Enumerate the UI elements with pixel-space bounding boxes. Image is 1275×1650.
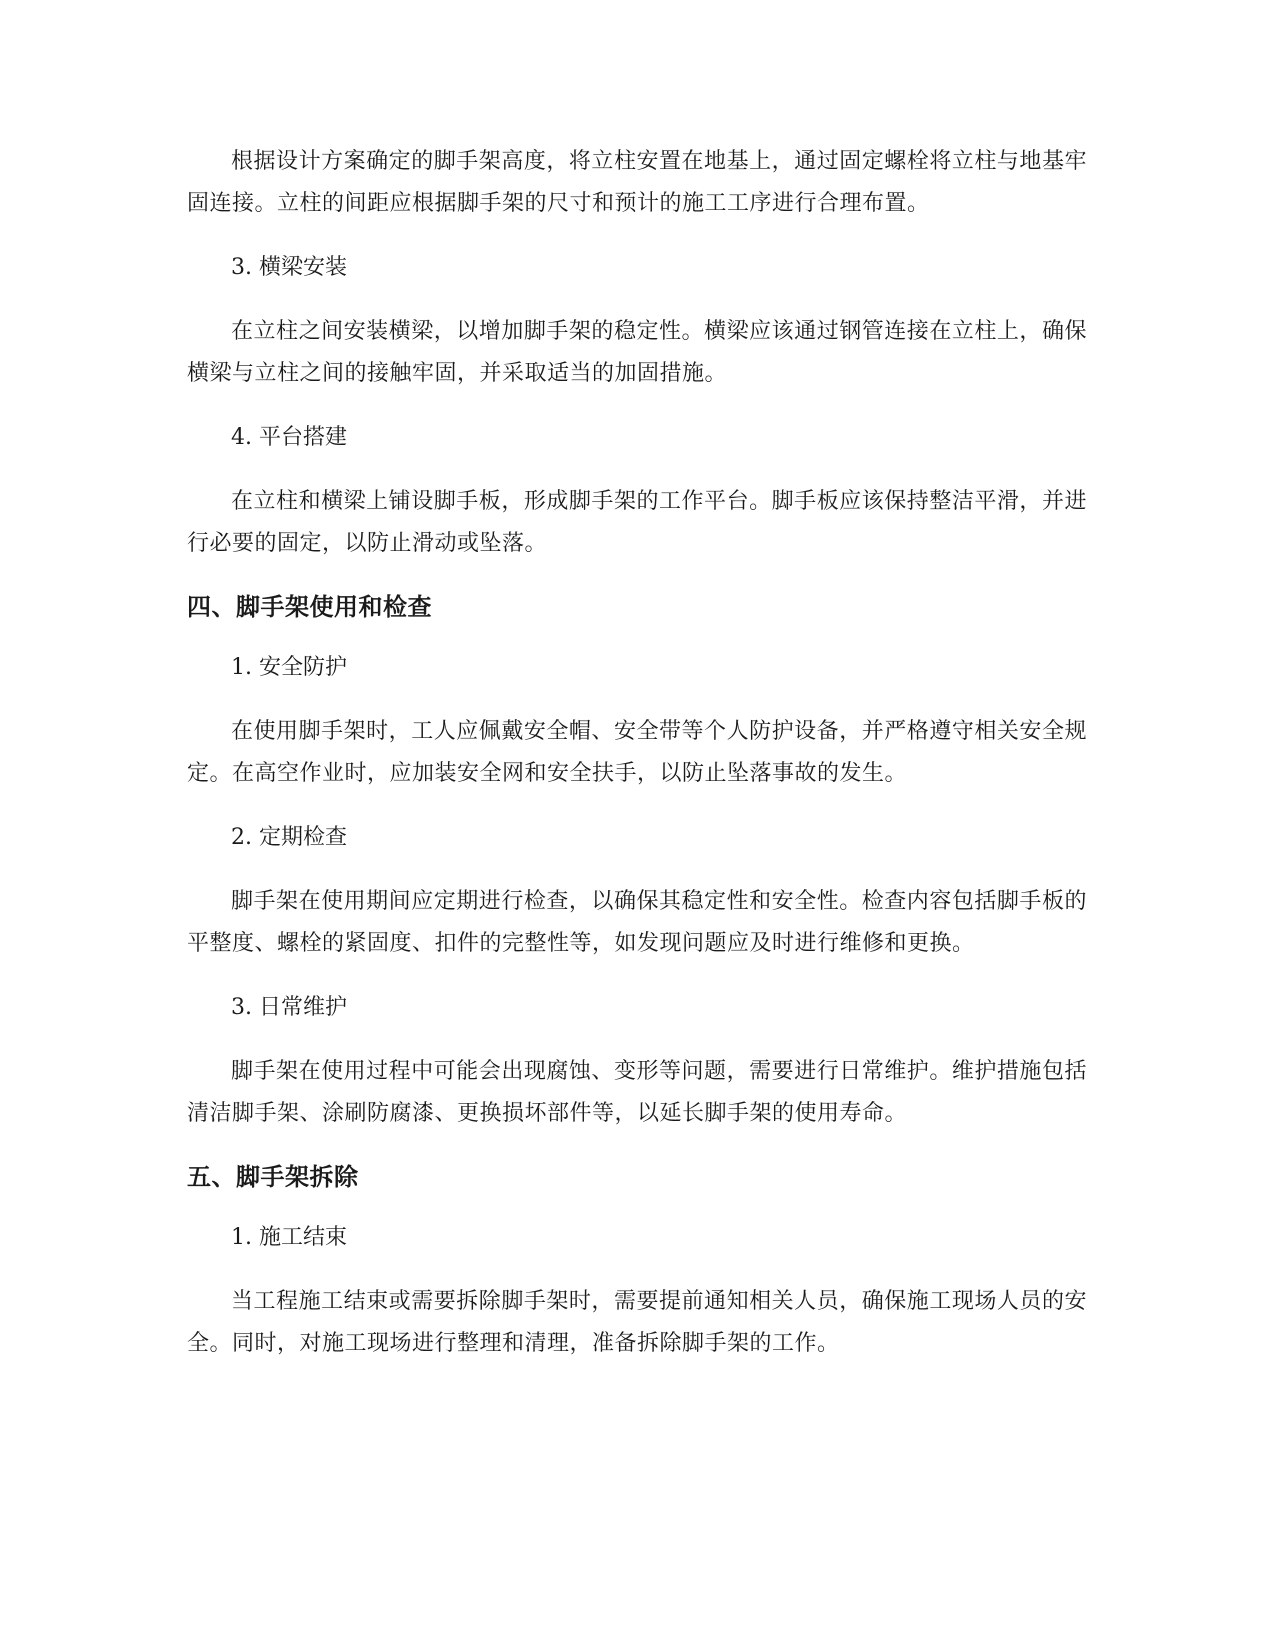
subheading-construction-end: 1. 施工结束 [231, 1225, 347, 1250]
paragraph-platform: 在立柱和横梁上铺设脚手板，形成脚手架的工作平台。脚手板应该保持整洁平滑，并进行必要的固定，以防止滑动或坠落。 [187, 489, 1087, 556]
paragraph-safety: 在使用脚手架时，工人应佩戴安全帽、安全带等个人防护设备，并严格遵守相关安全规定。在高空作业时，应加装安全网和安全扶手，以防止坠落事故的发生。 [187, 719, 1087, 786]
paragraph-column-install: 根据设计方案确定的脚手架高度，将立柱安置在地基上，通过固定螺栓将立柱与地基牢固连接。立柱的间距应根据脚手架的尺寸和预计的施工工序进行合理布置。 [187, 149, 1087, 216]
section-title-use-and-inspection: 四、脚手架使用和检查 [187, 593, 432, 621]
paragraph-beam-install: 在立柱之间安装横梁，以增加脚手架的稳定性。横梁应该通过钢管连接在立柱上，确保横梁与立柱之间的接触牢固，并采取适当的加固措施。 [187, 319, 1087, 386]
subheading-platform: 4. 平台搭建 [231, 425, 347, 450]
subheading-safety: 1. 安全防护 [231, 655, 347, 680]
document-body [187, 141, 1087, 1387]
subheading-beam-install: 3. 横梁安装 [231, 255, 347, 280]
section-title-dismantling: 五、脚手架拆除 [187, 1163, 359, 1191]
paragraph-maintenance: 脚手架在使用过程中可能会出现腐蚀、变形等问题，需要进行日常维护。维护措施包括清洁脚手架、涂刷防腐漆、更换损坏部件等，以延长脚手架的使用寿命。 [187, 1059, 1087, 1126]
subheading-inspection: 2. 定期检查 [231, 825, 347, 850]
subheading-maintenance: 3. 日常维护 [231, 995, 347, 1020]
paragraph-construction-end: 当工程施工结束或需要拆除脚手架时，需要提前通知相关人员，确保施工现场人员的安全。同时，对施工现场进行整理和清理，准备拆除脚手架的工作。 [187, 1289, 1087, 1356]
paragraph-inspection: 脚手架在使用期间应定期进行检查，以确保其稳定性和安全性。检查内容包括脚手板的平整度、螺栓的紧固度、扣件的完整性等，如发现问题应及时进行维修和更换。 [187, 889, 1087, 956]
